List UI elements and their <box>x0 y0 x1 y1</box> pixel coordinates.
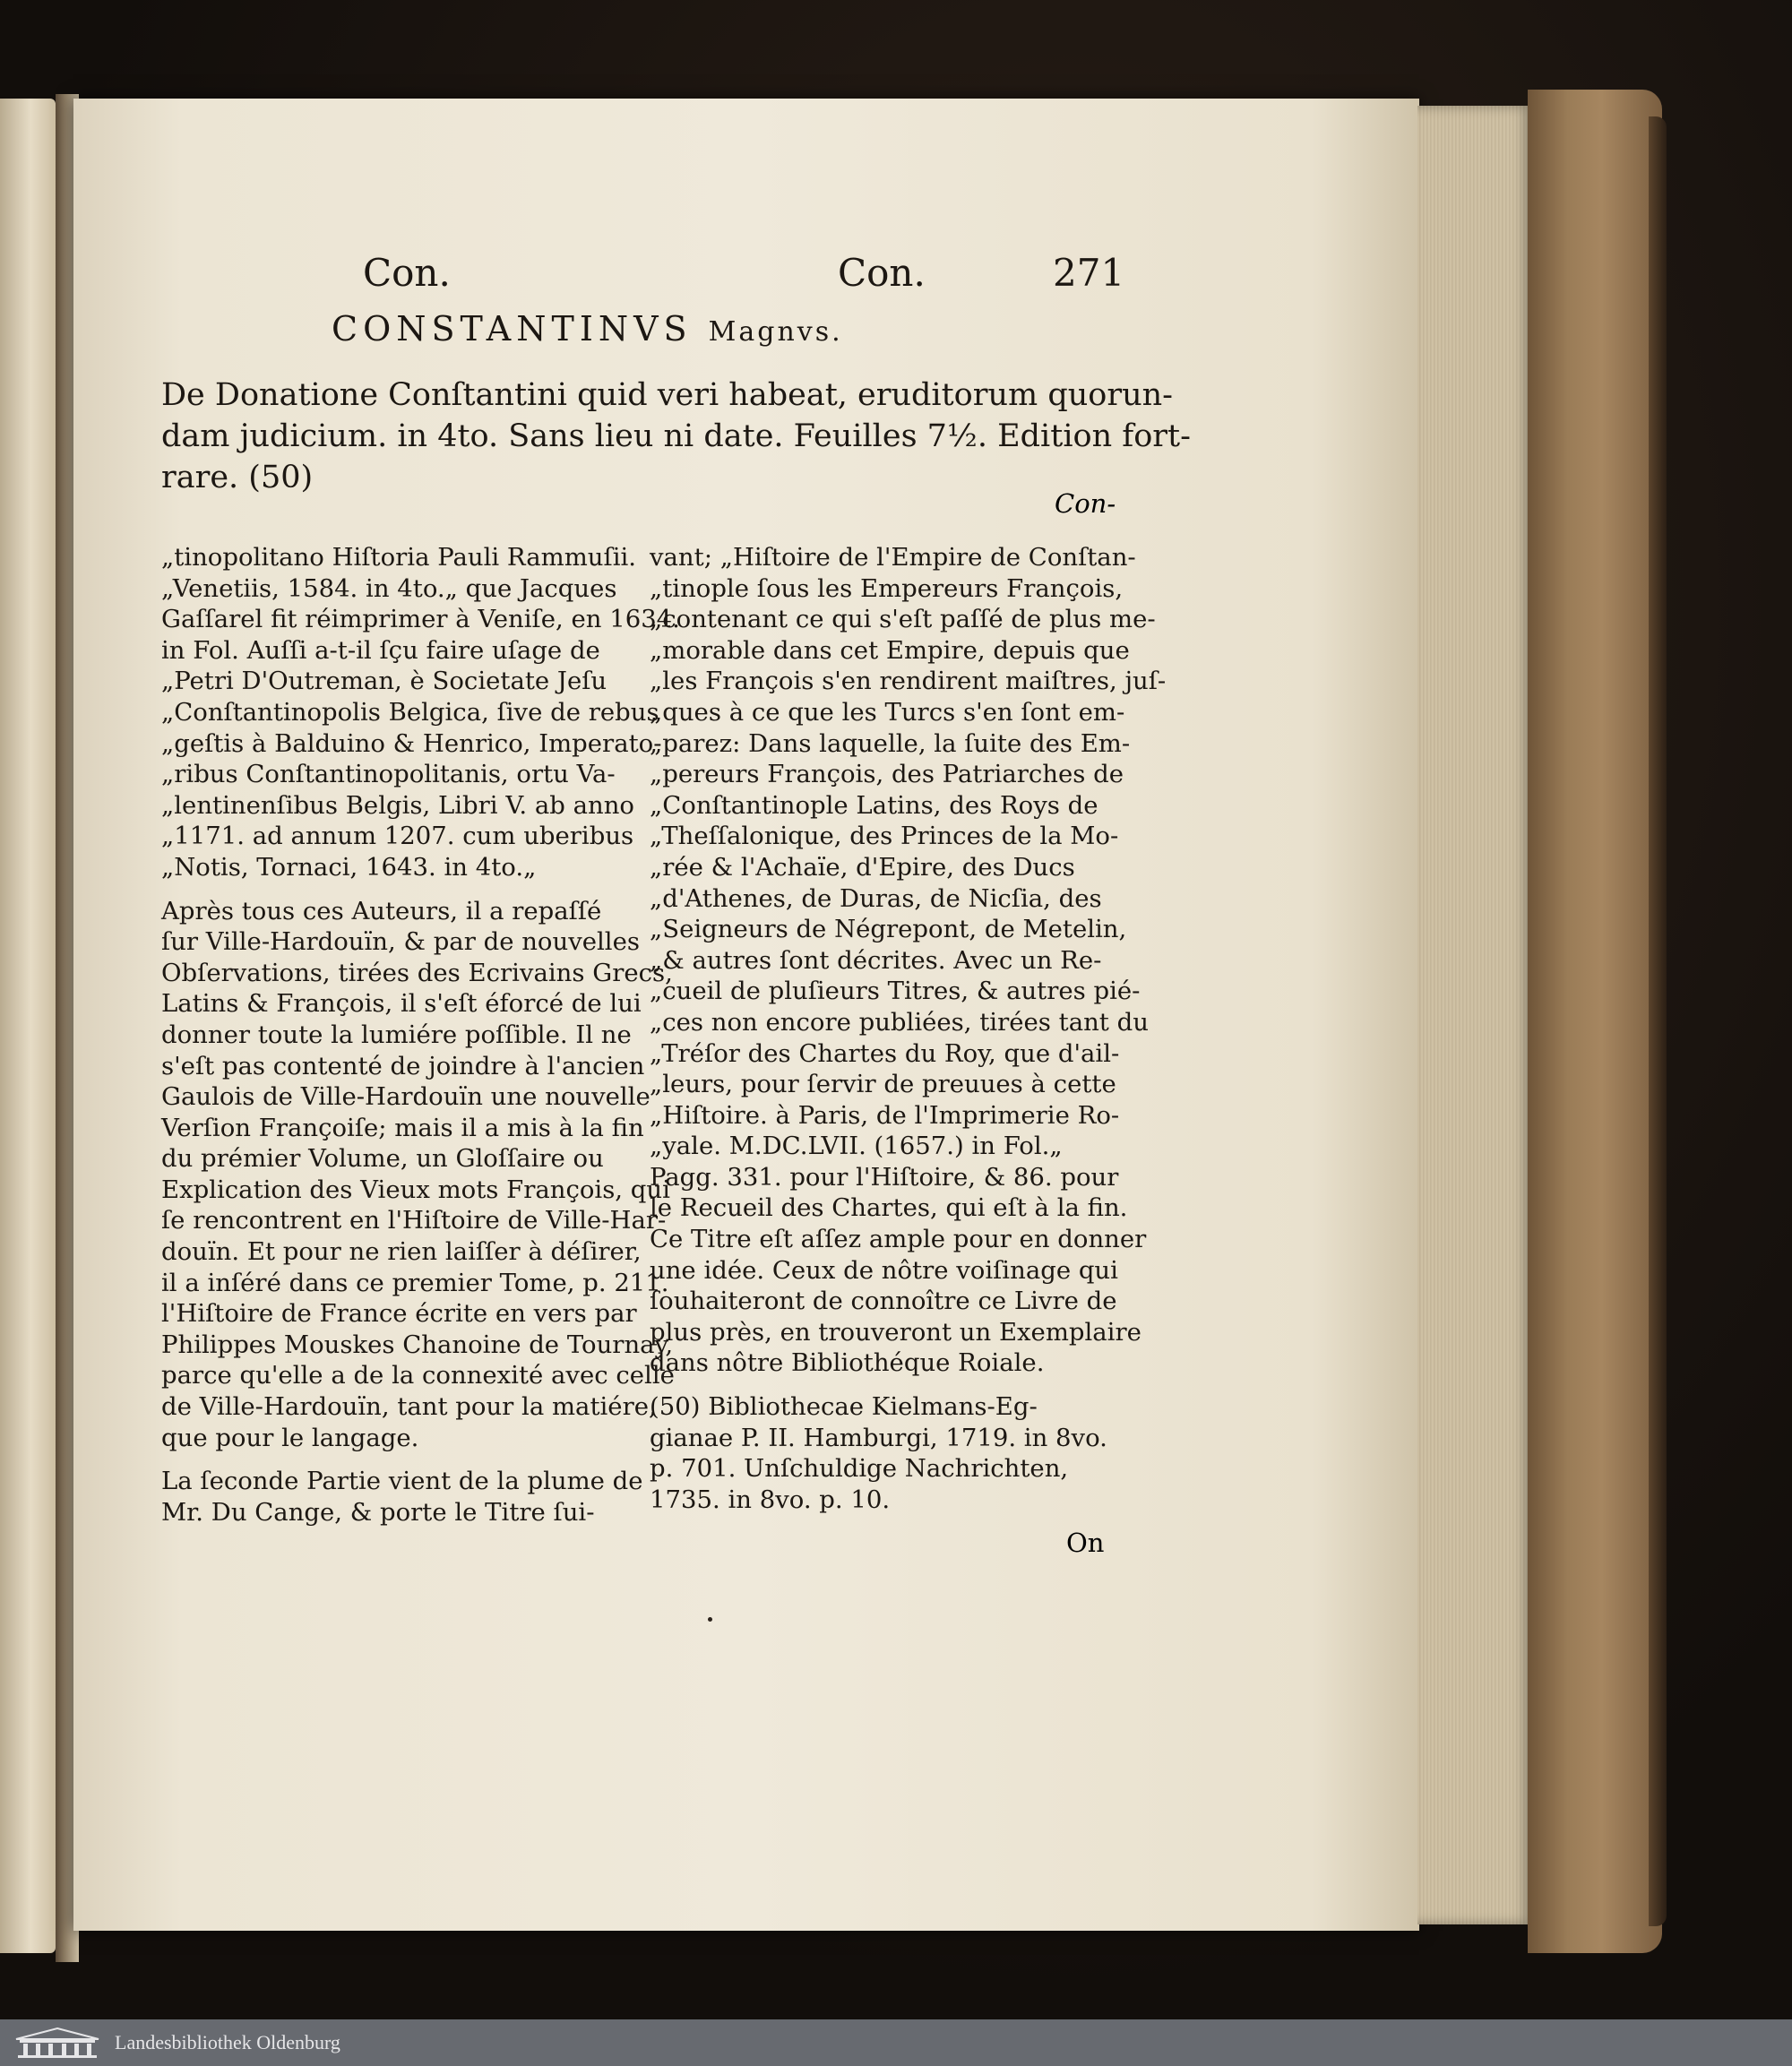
left-column-line: que pour le langage. <box>161 1423 419 1452</box>
right-column-line: „rée & l'Achaïe, d'Epire, des Ducs <box>650 852 1075 882</box>
page-catchword: On <box>1066 1528 1105 1558</box>
right-column-line: „Theſſalonique, des Princes de la Mo- <box>650 822 1119 851</box>
left-column-line: La ſeconde Partie vient de la plume de <box>161 1467 643 1496</box>
left-column-line: ſe rencontrent en l'Hiſtoire de Ville-Har- <box>161 1206 667 1235</box>
left-column-line: s'eſt pas contenté de joindre à l'ancien <box>161 1051 645 1080</box>
right-column-line: gianae P. II. Hamburgi, 1719. in 8vo. <box>650 1423 1107 1452</box>
left-column-line: donner toute la lumiére poſſible. Il ne <box>161 1020 632 1049</box>
right-column-line: Ce Titre eſt aſſez ample pour en donner <box>650 1225 1147 1254</box>
left-column-line: ſur Ville-Hardouïn, & par de nouvelles <box>161 927 640 957</box>
right-column-line: „ces non encore publiées, tirées tant du <box>650 1007 1149 1037</box>
left-column-line: l'Hiſtoire de France écrite en vers par <box>161 1299 637 1329</box>
entry-title <box>332 309 843 349</box>
right-column-line: „Hiſtoire. à Paris, de l'Imprimerie Ro- <box>650 1100 1120 1130</box>
left-page-edge <box>0 99 56 1953</box>
right-column-line: „tinople ſous les Empereurs François, <box>650 573 1124 603</box>
right-column-line: „parez: Dans laquelle, la ſuite des Em- <box>650 728 1131 758</box>
entry-title-main: CONSTANTINVS <box>332 309 693 349</box>
left-column-line: „Notis, Tornaci, 1643. in 4to.„ <box>161 852 537 882</box>
intro-line: De Donatione Conſtantini quid veri habeat, eruditorum quorun- <box>161 377 1173 413</box>
book-cover <box>1528 90 1662 1953</box>
right-column-line: „Tréſor des Chartes du Roy, que d'ail- <box>650 1038 1120 1068</box>
intro-line: dam judicium. in 4to. Sans lieu ni date. Feuilles 7½. Edition fort- <box>161 418 1191 454</box>
left-column-line: „Petri D'Outreman, è Societate Jeſu <box>161 667 607 696</box>
right-column-line: „& autres ſont décrites. Avec un Re- <box>650 945 1102 975</box>
right-column-line: „contenant ce qui s'eſt paſſé de plus me- <box>650 605 1156 634</box>
left-column-line: Mr. Du Cange, & porte le Titre ſui- <box>161 1497 595 1527</box>
running-head-left: Con. <box>363 251 451 295</box>
right-column-line: „d'Athenes, de Duras, de Nicſia, des <box>650 883 1102 913</box>
left-column-line: „Venetiis, 1584. in 4to.„ que Jacques <box>161 573 617 603</box>
ink-speck <box>708 1617 712 1622</box>
left-column-line: „lentinenſibus Belgis, Libri V. ab anno <box>161 790 634 820</box>
right-column-line: „Conſtantinople Latins, des Roys de <box>650 790 1098 820</box>
left-column-line: „ribus Conſtantinopolitanis, ortu Va- <box>161 760 616 789</box>
running-head-right: Con. <box>838 251 926 295</box>
footer-bar <box>0 2019 1792 2066</box>
right-column-line: „pereurs François, des Patriarches de <box>650 760 1124 789</box>
right-column-line: (50) Bibliothecae Kielmans-Eg- <box>650 1392 1038 1422</box>
right-column-line: „cueil de pluſieurs Titres, & autres pié- <box>650 977 1141 1006</box>
page-number: 271 <box>1053 251 1125 295</box>
left-column-line: in Fol. Auſſi a-t-il ſçu faire uſage de <box>161 635 600 665</box>
left-column-line: Latins & François, il s'eſt éforcé de lui <box>161 989 642 1019</box>
right-column-line: „leurs, pour ſervir de preuues à cette <box>650 1070 1116 1099</box>
right-column <box>650 542 1167 1515</box>
entry-intro <box>161 374 1191 498</box>
left-column-line <box>161 1453 627 1466</box>
right-column-line: dans nôtre Bibliothéque Roiale. <box>650 1348 1045 1378</box>
right-column-line: vant; „Hiſtoire de l'Empire de Conſtan- <box>650 543 1136 572</box>
left-column-line: parce qu'elle a de la connexité avec celle <box>161 1361 675 1390</box>
book-cover-edge <box>1649 116 1667 1926</box>
entry-title-small-caps: Magnvs. <box>708 316 843 348</box>
right-column-line: plus près, en trouveront un Exemplaire <box>650 1317 1142 1347</box>
right-column-line: une idée. Ceux de nôtre voiſinage qui <box>650 1255 1118 1285</box>
left-column-line <box>161 883 627 896</box>
left-column-line: douïn. Et pour ne rien laiſſer à déſirer, <box>161 1237 642 1267</box>
right-column-line: „Seigneurs de Négrepont, de Metelin, <box>650 915 1127 944</box>
left-column-line: Verſion Françoiſe; mais il a mis à la fin <box>161 1113 644 1142</box>
right-column-line: Pagg. 331. pour l'Hiſtoire, & 86. pour <box>650 1162 1119 1192</box>
right-column-line: p. 701. Unſchuldige Nachrichten, <box>650 1454 1069 1484</box>
left-column-line: Gaſſarel fit réimprimer à Veniſe, en 1634. <box>161 605 680 634</box>
right-column-line: „morable dans cet Empire, depuis que <box>650 635 1130 665</box>
right-column-line: le Recueil des Chartes, qui eſt à la fin. <box>650 1193 1128 1223</box>
left-column-line: „tinopolitano Hiſtoria Pauli Rammuſii. <box>161 543 637 572</box>
left-column-line: Obſervations, tirées des Ecrivains Grecs, <box>161 958 673 987</box>
left-column-line: il a inſéré dans ce premier Tome, p. 211. <box>161 1268 669 1297</box>
intro-catchword: Con- <box>1055 488 1116 519</box>
left-column-line: Après tous ces Auteurs, il a repaſſé <box>161 896 602 925</box>
right-column-line: „yale. M.DC.LVII. (1657.) in Fol.„ <box>650 1132 1063 1161</box>
library-building-icon <box>13 2027 102 2059</box>
left-column <box>161 542 680 1528</box>
left-column-line: Gaulois de Ville-Hardouïn une nouvelle <box>161 1082 650 1112</box>
left-column-line: „geſtis à Balduino & Henrico, Imperato- <box>161 728 662 758</box>
left-column-line: Explication des Vieux mots François, qui <box>161 1175 670 1204</box>
right-column-line: „ques à ce que les Turcs s'en ſont em- <box>650 697 1125 727</box>
left-column-line: „Conſtantinopolis Belgica, ſive de rebus <box>161 697 659 727</box>
right-column-line: ſouhaiteront de connoître ce Livre de <box>650 1287 1117 1316</box>
left-column-line: Philippes Mouskes Chanoine de Tournay, <box>161 1330 674 1359</box>
intro-line: rare. (50) <box>161 460 314 495</box>
left-column-line: de Ville-Hardouïn, tant pour la matiére, <box>161 1392 657 1422</box>
right-column-line: 1735. in 8vo. p. 10. <box>650 1485 891 1514</box>
left-column-line: du prémier Volume, un Gloſſaire ou <box>161 1144 604 1174</box>
page-edges <box>1417 106 1534 1924</box>
library-name: Landesbibliothek Oldenburg <box>115 2031 340 2053</box>
right-column-line <box>650 1379 1107 1391</box>
left-column-line: „1171. ad annum 1207. cum uberibus <box>161 822 634 851</box>
right-column-line: „les François s'en rendirent maiſtres, juſ- <box>650 667 1167 696</box>
